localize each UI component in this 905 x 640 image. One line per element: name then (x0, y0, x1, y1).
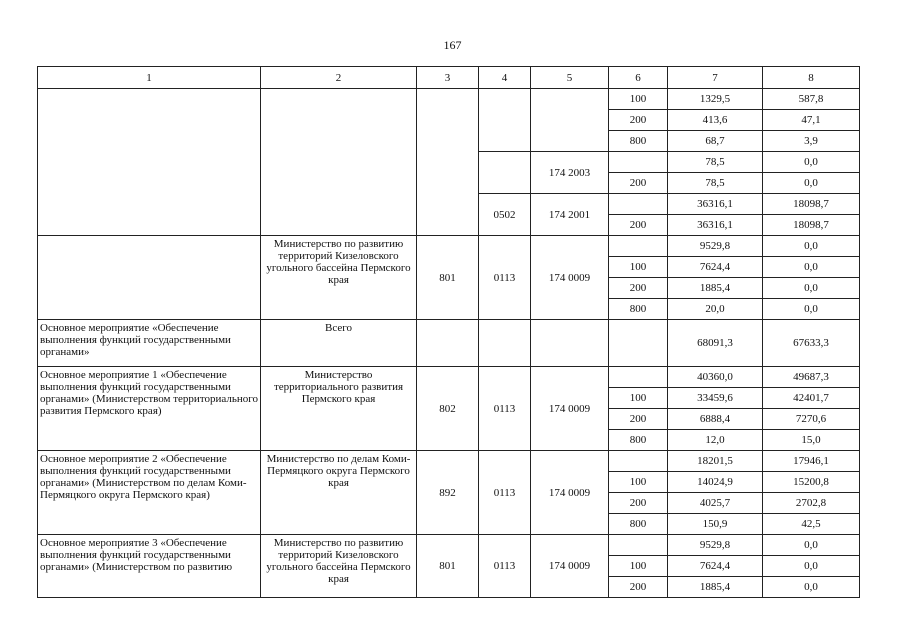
cell-department-code: 802 (417, 367, 479, 451)
table-row (38, 236, 860, 257)
cell-amount-2017: 0,0 (763, 299, 860, 320)
cell-section: 0113 (479, 236, 531, 320)
cell-empty (479, 89, 531, 152)
cell-expense-type: 800 (609, 430, 668, 451)
cell-amount-2016: 1885,4 (668, 577, 763, 598)
cell-target-article: 174 0009 (531, 236, 609, 320)
cell-ministry-kizel: Министерство по развитию территорий Кизеловского угольного бассейна Пермского края (261, 236, 417, 320)
cell-amount-2016: 150,9 (668, 514, 763, 535)
cell-section: 0113 (479, 367, 531, 451)
cell-amount-2017: 0,0 (763, 173, 860, 194)
cell-expense-type: 100 (609, 89, 668, 110)
cell-event-name: Основное мероприятие 3 «Обеспечение выполнения функций государственными органами» (Министерством по развитию (38, 535, 261, 598)
cell-expense-type: 100 (609, 556, 668, 577)
cell-amount-2017: 0,0 (763, 556, 860, 577)
cell-amount-2017: 2702,8 (763, 493, 860, 514)
cell-department-code: 892 (417, 451, 479, 535)
cell-expense-type (609, 152, 668, 173)
cell-amount-2016: 18201,5 (668, 451, 763, 472)
table-row (38, 535, 860, 556)
cell-amount-2017: 3,9 (763, 131, 860, 152)
cell-amount-2016: 9529,8 (668, 535, 763, 556)
cell-amount-2016: 12,0 (668, 430, 763, 451)
cell-expense-type: 100 (609, 257, 668, 278)
cell-amount-2016: 7624,4 (668, 556, 763, 577)
table-row (38, 451, 860, 472)
cell-amount-2016: 14024,9 (668, 472, 763, 493)
cell-amount-2016: 1885,4 (668, 278, 763, 299)
cell-expense-type: 200 (609, 215, 668, 236)
cell-empty (531, 89, 609, 152)
cell-ministry: Министерство территориального развития Пермского края (261, 367, 417, 451)
cell-amount-2017: 0,0 (763, 236, 860, 257)
cell-expense-type: 200 (609, 409, 668, 430)
cell-amount-2017: 0,0 (763, 577, 860, 598)
column-number-row (38, 67, 860, 89)
cell-event-name: Основное мероприятие 1 «Обеспечение выполнения функций государственными органами» (Министерством территориального развития Пермского края) (38, 367, 261, 451)
cell-amount-2016: 78,5 (668, 152, 763, 173)
cell-empty (38, 236, 261, 320)
cell-expense-type (609, 320, 668, 367)
cell-amount-2017: 47,1 (763, 110, 860, 131)
cell-empty (38, 89, 261, 236)
table-row (38, 367, 860, 388)
cell-amount-2016: 33459,6 (668, 388, 763, 409)
cell-amount-2016: 68,7 (668, 131, 763, 152)
cell-expense-type: 200 (609, 278, 668, 299)
cell-empty (261, 89, 417, 236)
cell-expense-type (609, 451, 668, 472)
cell-amount-2017: 42401,7 (763, 388, 860, 409)
column-header: 3 (417, 67, 479, 89)
cell-amount-2017: 15200,8 (763, 472, 860, 493)
cell-empty (531, 320, 609, 367)
cell-target-article: 174 0009 (531, 535, 609, 598)
cell-amount-2017: 0,0 (763, 278, 860, 299)
cell-section: 0502 (479, 194, 531, 236)
cell-expense-type (609, 236, 668, 257)
column-header: 1 (38, 67, 261, 89)
column-header: 8 (763, 67, 860, 89)
table-row (38, 89, 860, 110)
cell-expense-type (609, 194, 668, 215)
cell-amount-2016: 6888,4 (668, 409, 763, 430)
column-header: 4 (479, 67, 531, 89)
cell-section: 0113 (479, 535, 531, 598)
cell-amount-2016: 20,0 (668, 299, 763, 320)
cell-expense-type: 100 (609, 472, 668, 493)
table-row-total (38, 320, 860, 367)
cell-amount-2016: 78,5 (668, 173, 763, 194)
cell-amount-2016: 40360,0 (668, 367, 763, 388)
cell-amount-2017: 0,0 (763, 257, 860, 278)
cell-expense-type: 200 (609, 173, 668, 194)
cell-empty (479, 152, 531, 194)
cell-department-code: 801 (417, 236, 479, 320)
cell-amount-2016: 36316,1 (668, 194, 763, 215)
cell-amount-2017: 7270,6 (763, 409, 860, 430)
cell-amount-2017: 18098,7 (763, 194, 860, 215)
cell-amount-2017: 18098,7 (763, 215, 860, 236)
cell-amount-2016: 7624,4 (668, 257, 763, 278)
cell-amount-2017: 49687,3 (763, 367, 860, 388)
cell-target-article: 174 2001 (531, 194, 609, 236)
cell-ministry: Министерство по делам Коми-Пермяцкого округа Пермского края (261, 451, 417, 535)
cell-event-name: Основное мероприятие 2 «Обеспечение выполнения функций государственными органами» (Министерством по делам Коми-Пермяцкого округа Пермского края) (38, 451, 261, 535)
page-number: 167 (443, 38, 462, 52)
cell-amount-2017: 67633,3 (763, 320, 860, 367)
cell-target-article: 174 0009 (531, 367, 609, 451)
cell-expense-type: 200 (609, 577, 668, 598)
cell-empty (479, 320, 531, 367)
cell-amount-2016: 1329,5 (668, 89, 763, 110)
cell-amount-2016: 68091,3 (668, 320, 763, 367)
cell-expense-type: 800 (609, 514, 668, 535)
cell-amount-2017: 587,8 (763, 89, 860, 110)
cell-amount-2016: 4025,7 (668, 493, 763, 514)
cell-amount-2016: 36316,1 (668, 215, 763, 236)
cell-expense-type: 200 (609, 110, 668, 131)
cell-amount-2017: 0,0 (763, 535, 860, 556)
column-header: 7 (668, 67, 763, 89)
cell-empty (417, 89, 479, 236)
cell-ministry: Министерство по развитию территорий Кизеловского угольного бассейна Пермского края (261, 535, 417, 598)
cell-amount-2016: 9529,8 (668, 236, 763, 257)
cell-expense-type: 800 (609, 131, 668, 152)
cell-department-code: 801 (417, 535, 479, 598)
cell-target-article: 174 2003 (531, 152, 609, 194)
cell-expense-type (609, 535, 668, 556)
column-header: 6 (609, 67, 668, 89)
column-header: 5 (531, 67, 609, 89)
cell-expense-type: 800 (609, 299, 668, 320)
budget-table (37, 66, 860, 598)
cell-empty (417, 320, 479, 367)
cell-expense-type: 100 (609, 388, 668, 409)
cell-expense-type (609, 367, 668, 388)
cell-amount-2017: 42,5 (763, 514, 860, 535)
cell-amount-2016: 413,6 (668, 110, 763, 131)
cell-total-label: Всего (261, 320, 417, 367)
cell-target-article: 174 0009 (531, 451, 609, 535)
cell-event-name: Основное мероприятие «Обеспечение выполнения функций государственными органами» (38, 320, 261, 367)
column-header: 2 (261, 67, 417, 89)
cell-amount-2017: 0,0 (763, 152, 860, 173)
cell-amount-2017: 15,0 (763, 430, 860, 451)
cell-amount-2017: 17946,1 (763, 451, 860, 472)
cell-expense-type: 200 (609, 493, 668, 514)
cell-section: 0113 (479, 451, 531, 535)
